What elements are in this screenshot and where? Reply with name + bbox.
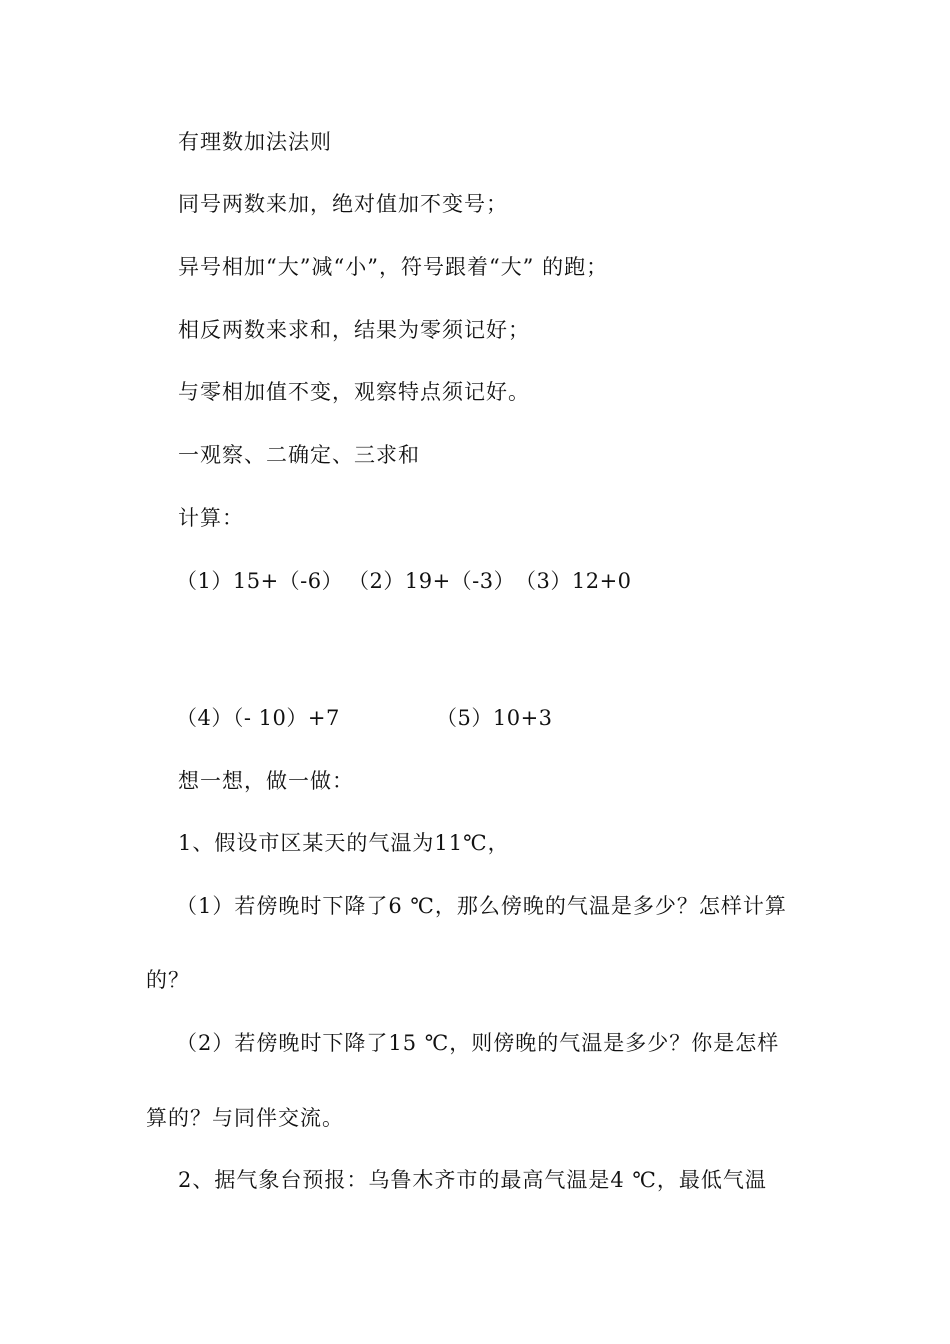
question-1-part-2-cont: 算的？与同伴交流。: [146, 1106, 344, 1130]
rule-line-4: 与零相加值不变，观察特点须记好。: [178, 380, 530, 404]
steps-line: 一观察、二确定、三求和: [178, 443, 420, 467]
problem-2: （2）19+（-3）: [348, 569, 516, 593]
question-1-part-1-cont: 的？: [146, 968, 190, 992]
question-1-part-2: （2）若傍晚时下降了15 ℃，则傍晚的气温是多少？你是怎样: [176, 1031, 780, 1055]
document-title: 有理数加法法则: [178, 130, 332, 154]
rule-line-3: 相反两数来求和，结果为零须记好；: [178, 318, 530, 342]
question-1-intro: 1、假设市区某天的气温为11℃，: [178, 831, 510, 855]
calc-heading: 计算：: [178, 506, 244, 530]
rule-line-1: 同号两数来加，绝对值加不变号；: [178, 192, 508, 216]
problem-1: （1）15+（-6）: [176, 569, 344, 593]
problem-4: （4）（- 10）+7: [176, 706, 340, 730]
question-1-part-1: （1）若傍晚时下降了6 ℃，那么傍晚的气温是多少？怎样计算: [176, 894, 787, 918]
question-2-line-1: 2、据气象台预报：乌鲁木齐市的最高气温是4 ℃，最低气温: [178, 1168, 767, 1192]
problem-3: （3）12+0: [515, 569, 632, 593]
rule-line-2: 异号相加“大”减“小”，符号跟着“大” 的跑；: [178, 255, 609, 279]
problem-5: （5）10+3: [436, 706, 553, 730]
think-heading: 想一想，做一做：: [178, 769, 354, 793]
